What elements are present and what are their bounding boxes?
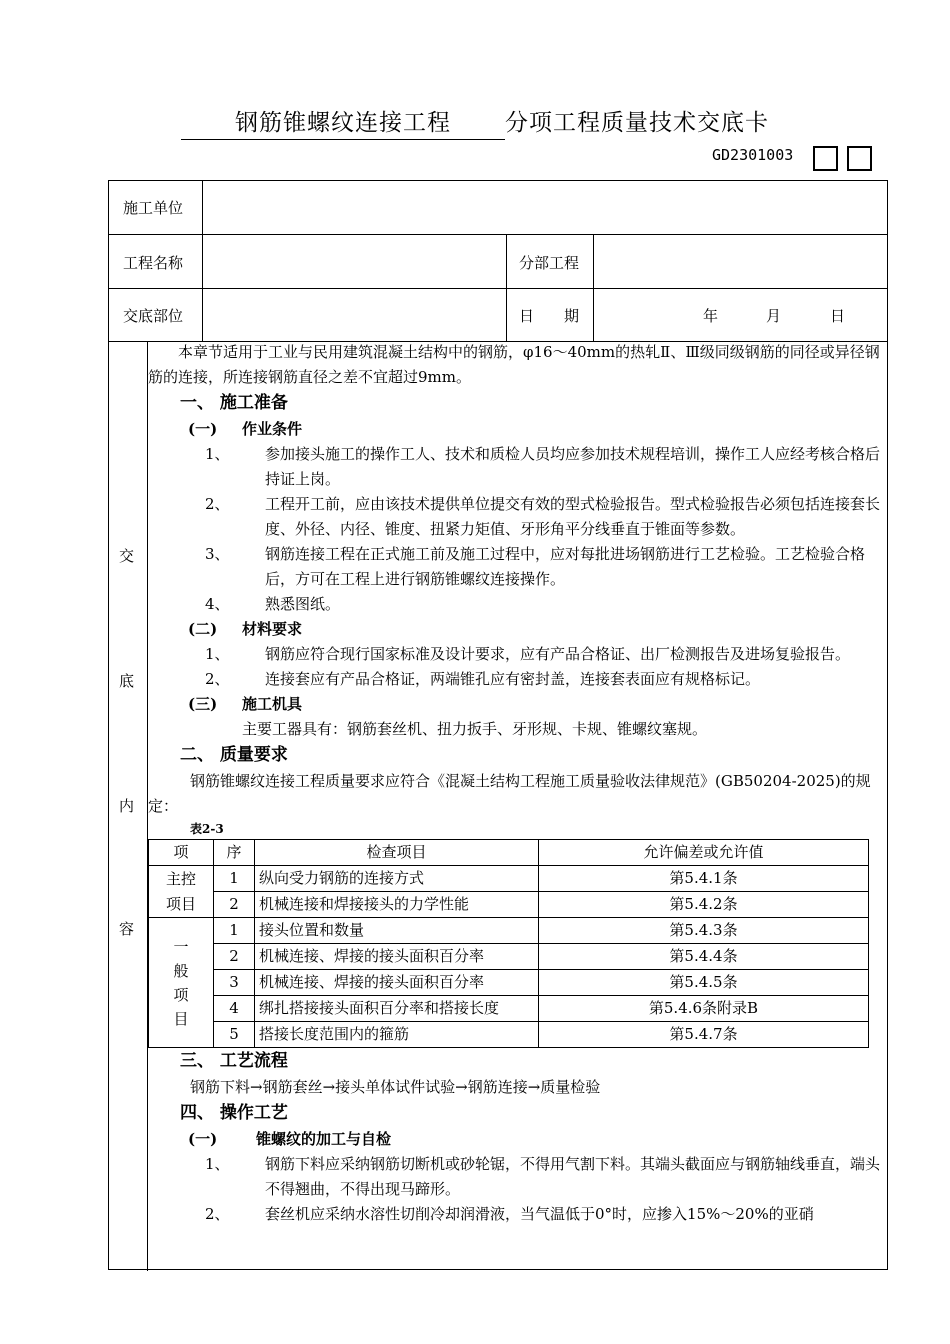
table-cell: 机械连接、焊接的接头面积百分率 [255, 944, 539, 970]
table-cell: 纵向受力钢筋的连接方式 [255, 866, 539, 892]
table-cell: 机械连接和焊接接头的力学性能 [255, 892, 539, 918]
table-header-cell: 项 [149, 840, 214, 866]
list-item-text: 钢筋连接工程在正式施工前及施工过程中，应对每批进场钢筋进行工艺检验。工艺检验合格后，方可在工程上进行钢筋锥螺纹连接操作。 [265, 545, 866, 588]
tools-text: 主要工器具有：钢筋套丝机、扭力扳手、牙形规、卡规、锥螺纹塞规。 [242, 720, 708, 738]
section-heading: 三、 工艺流程 [180, 1051, 288, 1071]
table-cell: 1 [214, 918, 255, 944]
table-row [149, 892, 869, 918]
divider [593, 234, 594, 341]
subsection-num: (一) [188, 420, 218, 438]
side-char: 底 [119, 672, 135, 690]
date-year: 年 [703, 307, 719, 325]
list-item-text: 套丝机应采纳水溶性切削冷却润滑液，当气温低于0°时，应掺入15%～20%的亚硝 [265, 1205, 814, 1223]
table-cell: 第5.4.2条 [539, 892, 869, 918]
list-item [148, 492, 884, 542]
unit-label: 施工单位 [123, 199, 184, 217]
list-item-text: 钢筋下料应采纳钢筋切断机或砂轮锯，不得用气割下料。其端头截面应与钢筋轴线垂直，端头不得翘曲，不得出现马蹄形。 [265, 1155, 881, 1198]
table-cell: 搭接长度范围内的箍筋 [255, 1022, 539, 1048]
table-cell: 第5.4.3条 [539, 918, 869, 944]
date-month: 月 [766, 307, 782, 325]
table-header-cell: 序 [214, 840, 255, 866]
table-cell: 第5.4.5条 [539, 970, 869, 996]
list-item-num: 3、 [205, 545, 230, 563]
subsection-heading [148, 617, 884, 642]
table-cell: 第5.4.6条附录B [539, 996, 869, 1022]
subsection-num: (三) [188, 695, 218, 713]
sub-project-label: 分部工程 [519, 254, 580, 272]
form-code: GD2301003 [712, 146, 794, 164]
table-row [149, 996, 869, 1022]
list-item-num: 1、 [205, 445, 230, 463]
quality-paragraph: 钢筋锥螺纹连接工程质量要求应符合《混凝土结构工程施工质量验收法律规范》(GB50204-2025)的规定： [148, 772, 871, 815]
table-header-cell: 允许偏差或允许值 [539, 840, 869, 866]
table-cell: 2 [214, 944, 255, 970]
intro-paragraph: 本章节适用于工业与民用建筑混凝土结构中的钢筋，φ16～40mm的热轧Ⅱ、Ⅲ级同级钢筋的同径或异径钢筋的连接，所连接钢筋直径之差不宜超过9mm。 [148, 343, 880, 386]
table-row [149, 944, 869, 970]
page-title [0, 104, 950, 140]
subsection-heading [148, 417, 884, 442]
list-item-num: 1、 [205, 645, 230, 663]
table-cell: 第5.4.1条 [539, 866, 869, 892]
list-item [148, 642, 884, 667]
list-item [148, 442, 884, 492]
list-item-text: 钢筋应符合现行国家标准及设计要求，应有产品合格证、出厂检测报告及进场复验报告。 [265, 645, 851, 663]
table-header-row [149, 840, 869, 866]
section-heading: 一、 施工准备 [180, 393, 288, 413]
table-row [149, 866, 869, 892]
list-item-num: 1、 [205, 1155, 230, 1173]
subsection-num: (一) [188, 1130, 218, 1148]
divider [109, 288, 887, 289]
process-flow: 钢筋下料→钢筋套丝→接头单体试件试验→钢筋连接→质量检验 [190, 1078, 601, 1096]
table-cell: 2 [214, 892, 255, 918]
list-item-text: 连接套应有产品合格证，两端锥孔应有密封盖，连接套表面应有规格标记。 [265, 670, 761, 688]
list-item [148, 1152, 884, 1202]
subsection-title: 锥螺纹的加工与自检 [256, 1130, 392, 1148]
quality-table [148, 839, 869, 1048]
list-item-text: 工程开工前，应由该技术提供单位提交有效的型式检验报告。型式检验报告必须包括连接套长度、外径、内径、锥度、扭紧力矩值、牙形角平分线垂直于锥面等参数。 [265, 495, 881, 538]
subsection-title: 施工机具 [242, 695, 303, 713]
subsection-heading [148, 1127, 884, 1152]
table-cell: 5 [214, 1022, 255, 1048]
subsection-num: (二) [188, 620, 218, 638]
table-label: 表2-3 [190, 822, 224, 836]
group-general: 一 般 项 目 [149, 918, 214, 1048]
title-suffix: 分项工程质量技术交底卡 [505, 110, 769, 136]
list-item-num: 2、 [205, 495, 230, 513]
table-row [149, 970, 869, 996]
table-cell: 1 [214, 866, 255, 892]
checkbox-1[interactable] [813, 146, 838, 171]
table-cell: 第5.4.7条 [539, 1022, 869, 1048]
disclosure-content [148, 340, 884, 1227]
table-cell: 绑扎搭接接头面积百分率和搭接长度 [255, 996, 539, 1022]
group-main: 主控 项目 [149, 866, 214, 918]
table-cell: 第5.4.4条 [539, 944, 869, 970]
list-item [148, 592, 884, 617]
date-day: 日 [830, 307, 846, 325]
title-project: 钢筋锥螺纹连接工程 [235, 110, 451, 136]
table-cell: 3 [214, 970, 255, 996]
section-heading: 二、 质量要求 [180, 745, 288, 765]
table-cell: 4 [214, 996, 255, 1022]
table-header-cell: 检查项目 [255, 840, 539, 866]
side-char: 容 [119, 920, 135, 938]
list-item-num: 2、 [205, 670, 230, 688]
subsection-heading [148, 692, 884, 717]
list-item-text: 参加接头施工的操作工人、技术和质检人员均应参加技术规程培训，操作工人应经考核合格后持证上岗。 [265, 445, 881, 488]
checkbox-2[interactable] [847, 146, 872, 171]
list-item [148, 542, 884, 592]
position-label: 交底部位 [123, 307, 184, 325]
divider [202, 181, 203, 341]
side-char: 交 [119, 547, 135, 565]
table-row [149, 1022, 869, 1048]
list-item-num: 4、 [205, 595, 230, 613]
list-item [148, 667, 884, 692]
subsection-title: 材料要求 [242, 620, 303, 638]
table-cell: 机械连接、焊接的接头面积百分率 [255, 970, 539, 996]
project-label: 工程名称 [123, 254, 184, 272]
title-project-underline [181, 104, 505, 140]
section-heading: 四、 操作工艺 [180, 1103, 288, 1123]
divider [506, 234, 507, 341]
subsection-title: 作业条件 [242, 420, 303, 438]
divider [109, 234, 887, 235]
table-cell: 接头位置和数量 [255, 918, 539, 944]
side-char: 内 [119, 797, 135, 815]
date-label: 日 期 [519, 307, 580, 325]
list-item-text: 熟悉图纸。 [265, 595, 341, 613]
table-row [149, 918, 869, 944]
list-item [148, 1202, 884, 1227]
list-item-num: 2、 [205, 1205, 230, 1223]
